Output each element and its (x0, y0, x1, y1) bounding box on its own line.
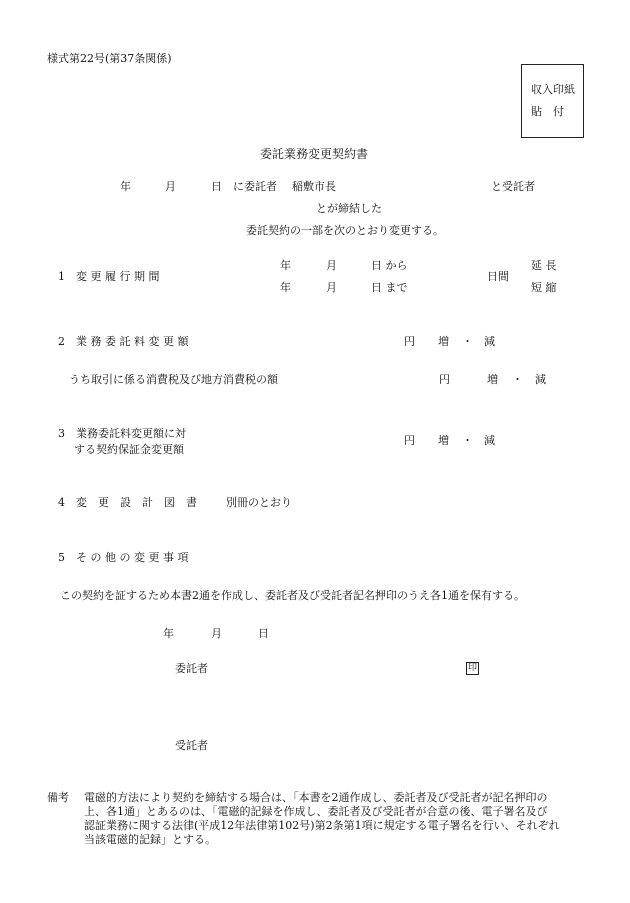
item1-to-month: 月 (326, 281, 337, 294)
intro-consignor-label: に委託者 (233, 180, 277, 193)
sign-year: 年 (163, 627, 174, 640)
intro-month: 月 (165, 180, 176, 193)
item2-unit: 円 (404, 335, 415, 348)
item3-increase: 増 (438, 434, 449, 447)
item1-from-year: 年 (280, 259, 291, 272)
consignor-label: 委託者 (175, 662, 208, 675)
item3-label-line1: 3 業務委託料変更額に対 (58, 427, 186, 440)
item3-label-line2: する契約保証金変更額 (74, 443, 184, 456)
item1-to-day: 日 まで (371, 281, 408, 294)
item1-to-year: 年 (280, 281, 291, 294)
item4-value: 別冊のとおり (226, 496, 292, 509)
consignee-label: 受託者 (175, 739, 208, 752)
intro-concluded: とが締結した (316, 202, 382, 215)
document-title: 委託業務変更契約書 (260, 147, 369, 161)
stamp-label-line1: 収入印紙 (531, 83, 575, 96)
item1-shorten: 短 縮 (531, 281, 557, 294)
item3-decrease: 減 (484, 434, 495, 447)
item4-label: 4 変 更 設 計 図 書 (58, 496, 197, 509)
item1-from-month: 月 (326, 259, 337, 272)
remarks-line: 当該電磁的記録」とする。 (84, 833, 216, 846)
item1-from-day: 日 から (371, 259, 408, 272)
intro-consignor-name: 稲敷市長 (292, 180, 336, 193)
remarks-body (84, 791, 584, 847)
sign-month: 月 (211, 627, 222, 640)
tax-separator: ・ (512, 373, 523, 386)
remarks-line: 認証業務に関する法律(平成12年法律第102号)第2条第1項に規定する電子署名を行い、それぞれ (84, 819, 560, 832)
item1-extend: 延 長 (531, 259, 557, 272)
item1-label: 1 変 更 履 行 期 間 (58, 270, 160, 283)
remarks-line: 上、各1通」とあるのは、「電磁的記録を作成し、委託者及び受託者が合意の後、電子署名及び (84, 805, 548, 818)
certify-statement: この契約を証するため本書2通を作成し、委託者及び受託者記名押印のうえ各1通を保有する。 (60, 589, 525, 602)
intro-day: 日 (211, 180, 222, 193)
item5-label: 5 そ の 他 の 変 更 事 項 (58, 551, 189, 564)
tax-unit: 円 (439, 373, 450, 386)
remarks-label: 備考 (47, 791, 69, 804)
remarks-line: 電磁的方法により契約を締結する場合は、「本書を2通作成し、委託者及び受託者が記名押印の (84, 791, 548, 804)
item2-label: 2 業 務 委 託 料 変 更 額 (58, 335, 189, 348)
item2-decrease: 減 (484, 335, 495, 348)
stamp-label-line2: 貼 付 (531, 105, 564, 118)
intro-year: 年 (120, 180, 131, 193)
tax-decrease: 減 (535, 373, 546, 386)
item3-unit: 円 (404, 434, 415, 447)
sign-day: 日 (258, 627, 269, 640)
item3-separator: ・ (462, 434, 473, 447)
tax-label: うち取引に係る消費税及び地方消費税の額 (69, 373, 278, 386)
seal-mark: 印 (467, 663, 477, 673)
intro-and-consignee: と受託者 (491, 180, 535, 193)
item2-increase: 増 (438, 335, 449, 348)
revenue-stamp-box (521, 64, 584, 138)
form-number: 様式第22号(第37条関係) (47, 52, 172, 65)
item1-days: 日間 (487, 270, 509, 283)
item2-separator: ・ (462, 335, 473, 348)
intro-change-statement: 委託契約の一部を次のとおり変更する。 (246, 224, 444, 237)
tax-increase: 増 (487, 373, 498, 386)
